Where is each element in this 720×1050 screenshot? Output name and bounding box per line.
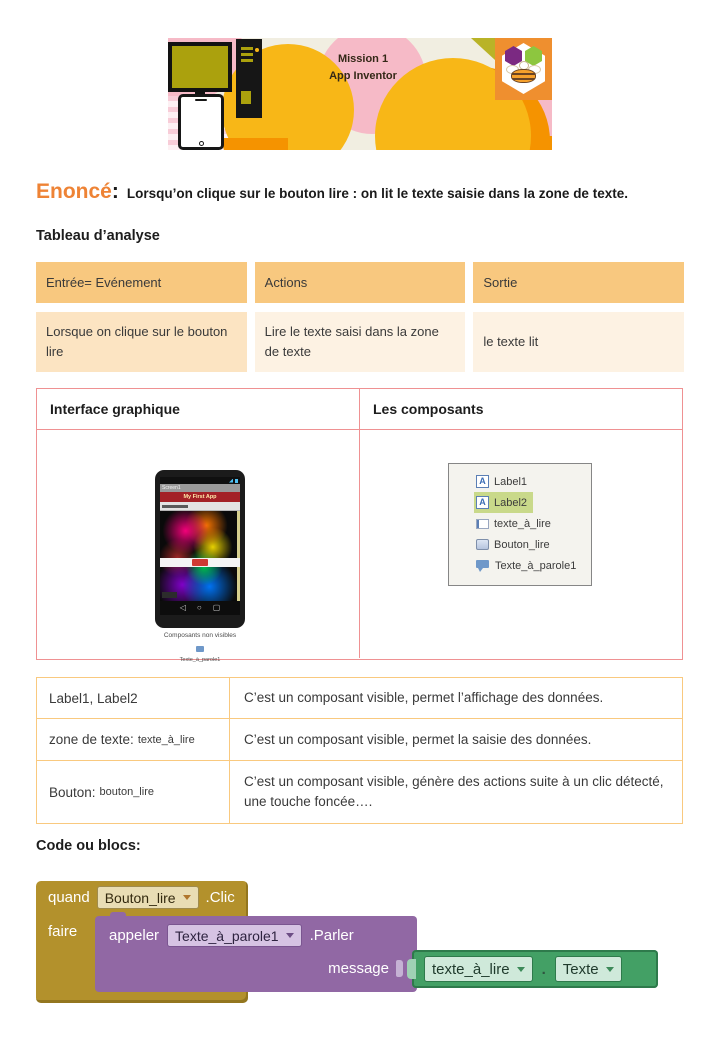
analysis-header-cell: Sortie — [473, 262, 684, 303]
nav-back-icon: ◁ — [179, 603, 186, 612]
getter-dot: . — [541, 960, 546, 978]
interface-graphic-cell — [37, 430, 360, 663]
computer-tower-icon — [236, 39, 262, 118]
enonce-colon: : — [111, 180, 119, 203]
banner-title — [296, 51, 430, 85]
call-block — [95, 916, 417, 992]
bee-body — [511, 69, 536, 83]
tower-power-light — [255, 48, 259, 52]
olive-wedge — [471, 38, 495, 60]
block-notch — [110, 912, 126, 917]
phone-mockup — [155, 470, 245, 628]
interface-header-row — [37, 389, 682, 430]
hidden-components-label: Composants non visibles — [163, 632, 237, 639]
getter-component-dropdown — [424, 956, 533, 982]
description-row — [37, 761, 682, 823]
component-id: bouton_lire — [99, 786, 154, 798]
nav-recent-icon: ▢ — [212, 603, 221, 612]
phone-scrollbar — [237, 511, 240, 601]
orange-wedge — [222, 138, 288, 150]
phone-speaker — [195, 99, 207, 101]
phone-screen — [160, 477, 240, 615]
banner-title-line2: App Inventor — [329, 70, 397, 82]
getter-property-dropdown — [555, 956, 622, 982]
interface-table — [36, 388, 683, 663]
call-block-header — [109, 924, 354, 947]
chevron-down-icon — [606, 967, 614, 972]
component-row — [474, 534, 556, 555]
header-banner — [168, 38, 552, 150]
call-component-dropdown — [167, 924, 302, 947]
tower-vent — [241, 47, 253, 50]
component-name: Texte_à_parole1 — [495, 559, 577, 572]
getter-component-name: texte_à_lire — [432, 960, 510, 978]
call-component-name: Texte_à_parole1 — [175, 927, 279, 944]
enonce-text: Lorsqu’on clique sur le bouton lire : on lit le texte saisie dans la zone de texte. — [126, 186, 628, 201]
tower-vent — [241, 53, 253, 56]
component-label-cell — [37, 719, 230, 760]
app-inventor-logo — [495, 38, 552, 100]
speech-icon — [196, 646, 204, 652]
getter-property-name: Texte — [562, 960, 599, 978]
component-row — [474, 471, 533, 492]
enonce-label: Enoncé — [36, 180, 112, 203]
nav-home-icon: ○ — [196, 603, 202, 612]
appeler-label: appeler — [109, 927, 160, 944]
smartphone-icon — [178, 94, 224, 150]
hidden-component-name: Texte_à_parole1 — [179, 657, 221, 663]
phone-app-title: My First App — [160, 492, 240, 502]
component-name: Label1 — [494, 475, 528, 488]
descriptions-table — [36, 677, 683, 824]
phone-button-row — [160, 558, 240, 567]
interface-body-row — [37, 430, 682, 663]
analysis-heading: Tableau d’analyse — [36, 228, 160, 244]
battery-icon — [235, 479, 238, 483]
component-id: texte_à_lire — [137, 733, 195, 746]
event-component-name: Bouton_lire — [104, 889, 176, 906]
component-name: Label2 — [494, 496, 528, 509]
phone-textbox — [160, 502, 240, 511]
phone-status-bar — [160, 477, 240, 484]
component-desc-cell: C’est un composant visible, permet l’affichage des données. — [244, 690, 604, 705]
label-icon: A — [476, 475, 489, 488]
description-row — [37, 678, 682, 719]
component-name: texte_à_lire — [494, 517, 551, 530]
method-name: .Parler — [309, 927, 354, 944]
param-label: message — [328, 960, 389, 977]
phone-caption — [121, 632, 279, 663]
signal-icon — [229, 479, 233, 483]
enonce-line — [36, 180, 704, 204]
analysis-cell: Lire le texte saisi dans la zone de texte — [255, 312, 466, 372]
event-component-dropdown — [97, 886, 199, 909]
phone-nav-bar — [160, 601, 240, 615]
component-name: Bouton_lire — [494, 538, 550, 551]
components-cell — [360, 430, 682, 658]
block-plug — [407, 959, 416, 979]
analysis-cell: Lorsque on clique sur le bouton lire — [36, 312, 247, 372]
phone-screen-label: Screen1 — [160, 484, 240, 492]
analysis-header-row — [36, 262, 684, 303]
speech-icon — [476, 559, 490, 572]
monitor-icon — [168, 42, 232, 92]
component-row — [474, 513, 557, 534]
quand-label: quand — [48, 889, 90, 906]
chevron-down-icon — [517, 967, 525, 972]
component-label: Bouton: — [49, 784, 96, 800]
phone-menu-button — [162, 592, 177, 598]
param-socket — [396, 960, 403, 977]
analysis-header-cell: Actions — [255, 262, 466, 303]
component-label: zone de texte: — [49, 732, 134, 747]
tower-vent — [241, 59, 253, 62]
component-row — [474, 555, 582, 576]
phone-red-button — [192, 559, 208, 566]
analysis-cell: le texte lit — [473, 312, 684, 372]
interface-header-cell: Interface graphique — [37, 389, 360, 429]
event-block-header — [48, 886, 235, 909]
textbox-text-line — [162, 505, 188, 508]
component-desc-cell: C’est un composant visible, permet la saisie des données. — [244, 731, 592, 747]
component-row-selected — [474, 492, 533, 513]
button-icon — [476, 539, 489, 550]
tower-drive — [241, 91, 251, 104]
component-desc-cell: C’est un composant visible, génère des actions suite à un clic détecté, une touche foncée…. — [244, 774, 664, 809]
analysis-header-cell: Entrée= Evénement — [36, 262, 247, 303]
getter-block-content — [424, 956, 622, 982]
component-label-cell — [37, 761, 230, 823]
chevron-down-icon — [183, 895, 191, 900]
analysis-data-row — [36, 312, 684, 372]
chevron-down-icon — [286, 933, 294, 938]
call-block-param-row — [328, 960, 403, 977]
analysis-table — [36, 262, 684, 372]
banner-title-line1: Mission 1 — [337, 53, 389, 65]
event-name: .Clic — [205, 889, 235, 906]
component-label: Label1, Label2 — [49, 690, 138, 706]
textbox-icon — [476, 519, 489, 529]
getter-block — [412, 950, 658, 988]
components-box — [448, 463, 592, 586]
code-heading: Code ou blocs: — [36, 838, 141, 854]
label-icon: A — [476, 496, 489, 509]
interface-header-cell: Les composants — [373, 401, 484, 417]
description-row — [37, 719, 682, 761]
faire-label: faire — [48, 923, 78, 940]
blocks-canvas — [36, 878, 696, 1014]
phone-splash-image — [160, 511, 240, 601]
component-label-cell — [37, 678, 230, 718]
phone-home-button — [199, 141, 204, 146]
